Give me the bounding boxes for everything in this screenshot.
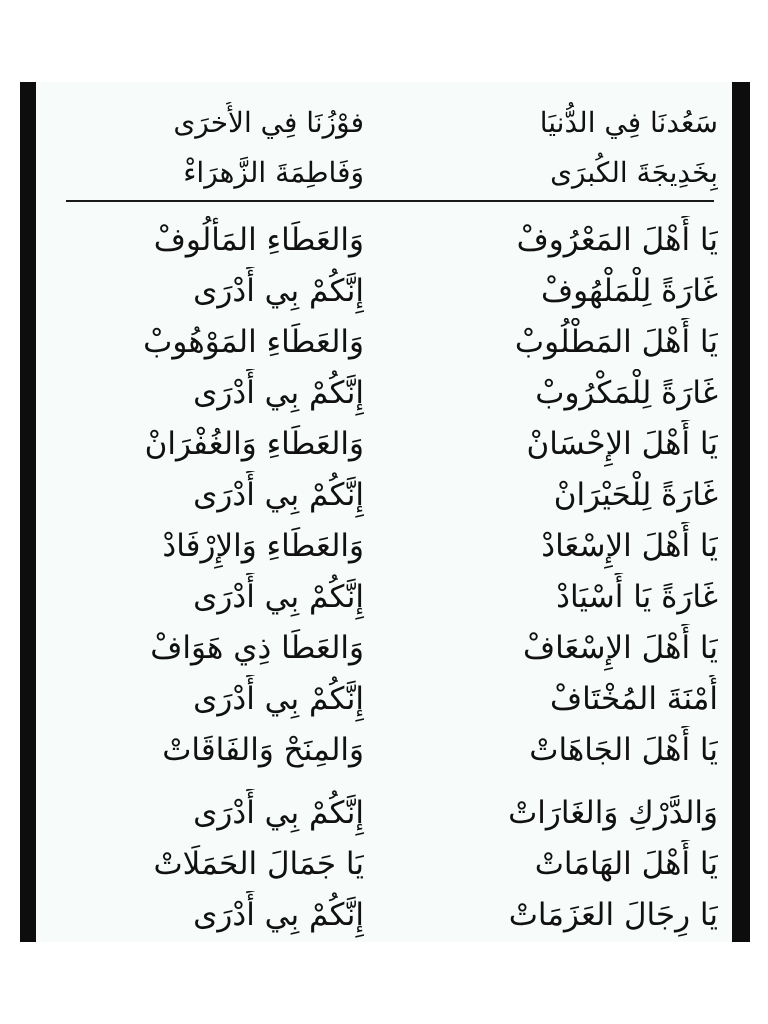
verse-left: إِنَّكُمْ بِي أَدْرَى [193,477,364,513]
verse-row [36,891,732,939]
verse-left: وَالعَطَاءِ وَالغُفْرَانْ [144,426,364,462]
verse-right: يَا أَهْلَ المَعْرُوفْ [516,222,718,258]
verse-right: وَالدَّرْكِ وَالغَارَاتْ [508,795,718,831]
verse-left: وَالعَطَاءِ المَوْهُوبْ [143,324,364,360]
verse-row [36,369,732,417]
verse-row [36,471,732,519]
verse-left: وَالمِنَحْ وَالفَاقَاتْ [162,732,364,768]
verse-right: غَارَةً لِلْحَيْرَانْ [553,477,718,513]
verse-right: يَا أَهْلَ الجَاهَاتْ [529,732,718,768]
verse-row [36,267,732,315]
verse-left: وَالعَطَاءِ المَأْلُوفْ [153,222,364,258]
verse-row [36,840,732,888]
verse-left: إِنَّكُمْ بِي أَدْرَى [193,273,364,309]
verse-row [36,318,732,366]
verse-row [36,573,732,621]
verse-left: وَالعَطَاءِ وَالإِرْفَادْ [162,528,364,564]
verse-row [36,420,732,468]
verse-right: يَا رِجَالَ العَزَمَاتْ [508,897,718,933]
left-border-bar [20,82,36,942]
verse-row [36,726,732,774]
verse-right: غَارَةً يَا أَسْيَادْ [556,579,718,615]
verse-left: إِنَّكُمْ بِي أَدْرَى [193,795,364,831]
verse-row [36,675,732,723]
verse-left: وَالعَطَا ذِي هَوَافْ [150,630,364,666]
verse-right: يَا أَهْلَ الهَامَاتْ [534,846,718,882]
verse-row [36,216,732,264]
poem-sheet [36,82,732,942]
verse-right: يَا أَهْلَ الإِسْعَادْ [541,528,718,564]
verse-right: أُمْنَةَ المُخْتَافْ [550,681,718,717]
verse-left: إِنَّكُمْ بِي أَدْرَى [193,579,364,615]
verse-left: إِنَّكُمْ بِي أَدْرَى [193,375,364,411]
header-line-1 [36,102,732,144]
header-line-2-left: وَفَاطِمَةَ الزَّهرَاءْ [183,156,364,189]
verse-row [36,624,732,672]
right-border-bar [732,82,750,942]
verse-right: يَا أَهْلَ الإِحْسَانْ [526,426,718,462]
verse-right: يَا أَهْلَ الإِسْعَافْ [522,630,718,666]
verse-row [36,789,732,837]
verse-right: يَا أَهْلَ المَطْلُوبْ [514,324,718,360]
verse-left: إِنَّكُمْ بِي أَدْرَى [193,681,364,717]
header-divider [66,200,714,202]
header-line-1-left: فوْزُنَا فِي الأُخرَى [173,106,364,139]
verse-left: يَا جَمَالَ الحَمَلَاتْ [153,846,364,882]
header-line-1-right: سَعُدنَا فِي الدُّنيَا [539,106,718,139]
verse-right: غَارَةً لِلْمَكْرُوبْ [535,375,718,411]
verse-left: إِنَّكُمْ بِي أَدْرَى [193,897,364,933]
header-line-2-right: بِخَدِيجَةَ الكُبرَى [550,156,718,189]
verse-row [36,522,732,570]
header-line-2 [36,152,732,194]
verse-right: غَارَةً لِلْمَلْهُوفْ [540,273,718,309]
